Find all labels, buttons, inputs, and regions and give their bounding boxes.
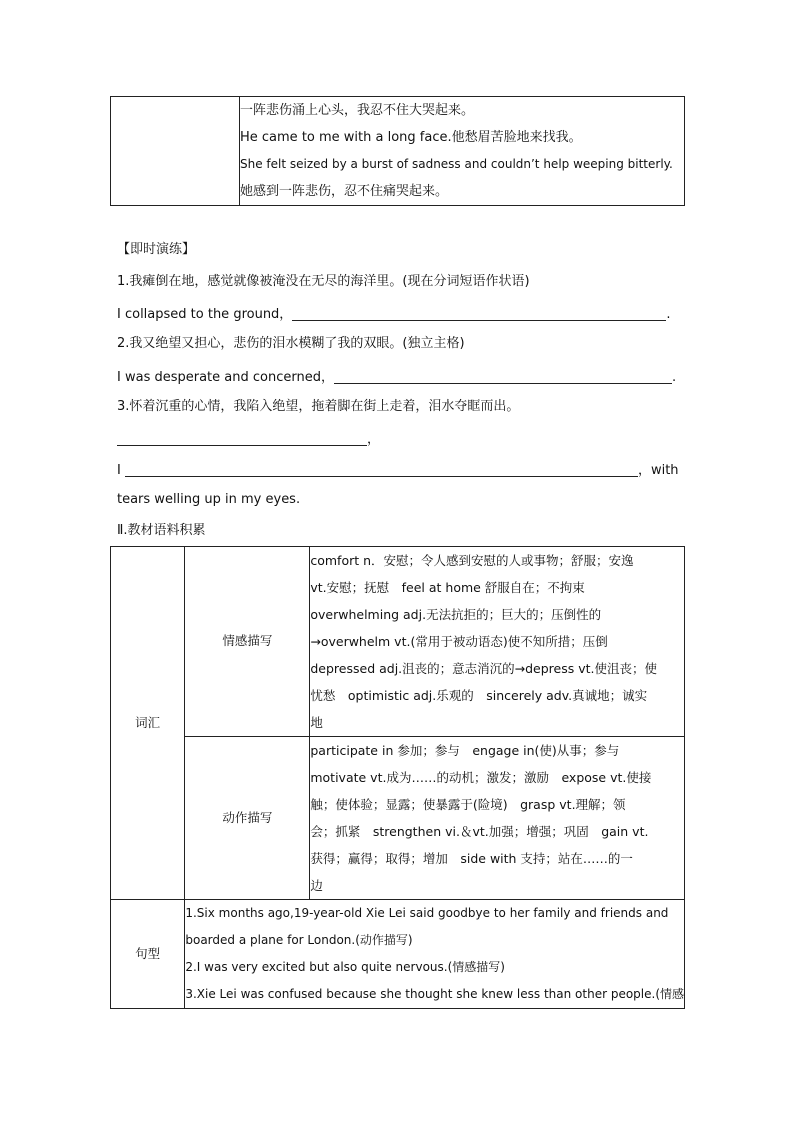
emotion-line: 地 bbox=[310, 715, 323, 730]
q2-blank[interactable] bbox=[334, 369, 672, 384]
action-line: motivate vt.成为……的动机；激发；激励 expose vt.使接 bbox=[310, 770, 652, 785]
top-table-empty-cell bbox=[111, 97, 240, 206]
emotion-line: 忧愁 optimistic adj.乐观的 sincerely adv.真诚地；诚实 bbox=[310, 688, 648, 703]
q2-prompt: 2.我又绝望又担心，悲伤的泪水模糊了我的双眼。(独立主格) bbox=[117, 336, 465, 351]
q1-answer-line bbox=[117, 306, 670, 321]
action-line: participate in 参加；参与 engage in(使)从事；参与 bbox=[310, 743, 620, 758]
action-label-cell bbox=[185, 737, 310, 900]
example-line-3: She felt seized by a burst of sadness and couldn’t help weeping bitterly. bbox=[240, 157, 673, 171]
q1-prompt: 1.我瘫倒在地，感觉就像被淹没在无尽的海洋里。(现在分词短语作状语) bbox=[117, 274, 530, 289]
vocab-label-cell bbox=[111, 547, 185, 900]
emotion-label-cell bbox=[185, 547, 310, 737]
q3-line2-end: ，with bbox=[637, 463, 679, 478]
q3-prompt: 3.怀着沉重的心情，我陷入绝望，拖着脚在街上走着，泪水夺眶而出。 bbox=[117, 399, 520, 414]
emotion-line: →overwhelm vt.(常用于被动语态)使不知所措；压倒 bbox=[310, 634, 608, 649]
action-line: 触；使体验；显露；使暴露于(险境) grasp vt.理解；领 bbox=[310, 797, 626, 812]
q3-answer-line-1 bbox=[117, 431, 380, 446]
emotion-line: vt.安慰；抚慰 feel at home 舒服自在；不拘束 bbox=[310, 580, 585, 595]
emotion-content-cell bbox=[310, 547, 685, 737]
sentence-content-cell bbox=[185, 900, 685, 1009]
practice-heading: 【即时演练】 bbox=[117, 242, 196, 257]
q3-line2-start: I bbox=[117, 463, 125, 478]
q1-answer-end: . bbox=[666, 307, 671, 322]
q1-blank[interactable] bbox=[292, 306, 666, 321]
example-line-2: He came to me with a long face.他愁眉苦脸地来找我。 bbox=[240, 130, 582, 145]
top-table-content-cell bbox=[240, 97, 685, 206]
sentence-line: 3.Xie Lei was confused because she thought she knew less than other people.(情感 bbox=[185, 987, 684, 1001]
sentence-line: 1.Six months ago,19-year-old Xie Lei said goodbye to her family and friends and bbox=[185, 906, 669, 920]
q3-blank-2[interactable] bbox=[125, 462, 638, 477]
emotion-label: 情感描写 bbox=[222, 633, 273, 649]
emotion-line: depressed adj.沮丧的；意志消沉的→depress vt.使沮丧；使 bbox=[310, 661, 657, 676]
action-content-cell bbox=[310, 737, 685, 900]
sentence-label: 句型 bbox=[135, 945, 161, 961]
top-example-table bbox=[110, 96, 685, 206]
q2-answer-start: I was desperate and concerned， bbox=[117, 370, 334, 385]
action-label: 动作描写 bbox=[222, 809, 273, 825]
q2-answer-end: . bbox=[671, 370, 677, 385]
corpus-table bbox=[110, 546, 685, 1009]
emotion-line: comfort n．安慰；令人感到安慰的人或事物；舒服；安逸 bbox=[310, 553, 634, 568]
q1-answer-start: I collapsed to the ground， bbox=[117, 307, 293, 322]
q3-line1-end: ， bbox=[367, 432, 381, 447]
q2-answer-line bbox=[117, 369, 676, 384]
emotion-line: overwhelming adj.无法抗拒的；巨大的；压倒性的 bbox=[310, 607, 602, 622]
example-line-1: 一阵悲伤涌上心头，我忍不住大哭起来。 bbox=[240, 103, 475, 118]
sentence-label-cell bbox=[111, 900, 185, 1009]
q3-blank-1[interactable] bbox=[117, 431, 367, 446]
sentence-line: 2.I was very excited but also quite nervous.(情感描写) bbox=[185, 960, 505, 974]
action-line: 获得；赢得；取得；增加 side with 支持；站在……的一 bbox=[310, 851, 633, 866]
vocab-label: 词汇 bbox=[135, 714, 161, 730]
sentence-line: boarded a plane for London.(动作描写) bbox=[185, 933, 413, 947]
action-line: 会；抓紧 strengthen vi.＆vt.加强；增强；巩固 gain vt. bbox=[310, 824, 649, 839]
section-title: Ⅱ.教材语料积累 bbox=[117, 523, 206, 538]
q3-answer-line-2 bbox=[117, 462, 679, 477]
action-line: 边 bbox=[310, 878, 323, 893]
example-line-4: 她感到一阵悲伤，忍不住痛哭起来。 bbox=[240, 184, 449, 199]
q3-answer-line-3: tears welling up in my eyes. bbox=[117, 492, 301, 507]
